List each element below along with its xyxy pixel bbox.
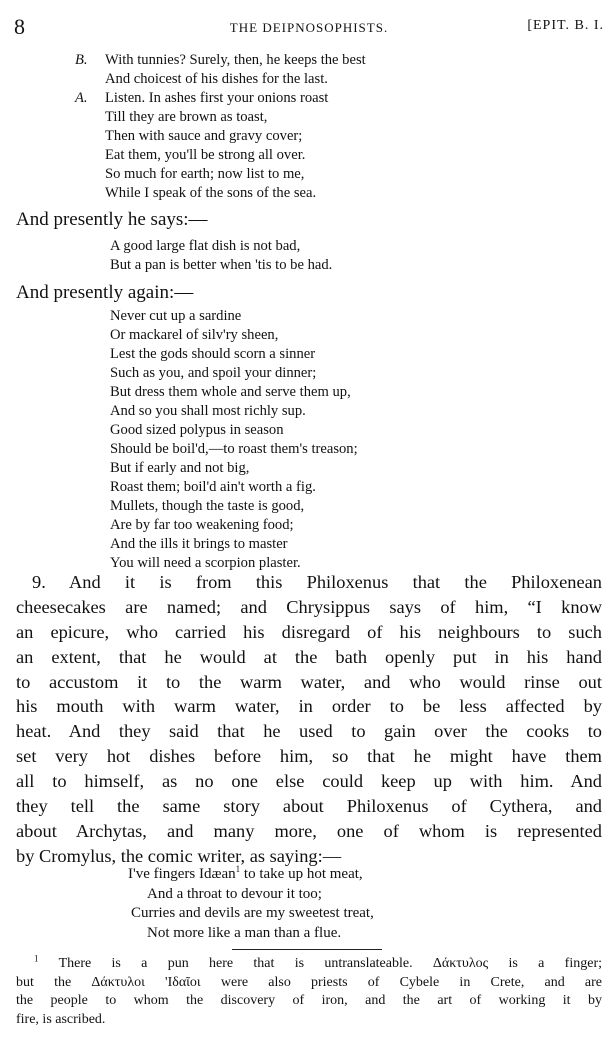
verse-block bbox=[110, 237, 332, 275]
verse-line: But dress them whole and serve them up, bbox=[110, 384, 351, 400]
verse-line: Roast them; boil'd ain't worth a fig. bbox=[110, 479, 316, 495]
verse-line: Lest the gods should scorn a sinner bbox=[110, 346, 316, 362]
verse-line: Good sized polypus in season bbox=[110, 422, 284, 438]
paragraph-line: set very hot dishes before him, so that he might have them bbox=[16, 746, 602, 767]
verse-line: Till they are brown as toast, bbox=[105, 109, 268, 125]
footnote-line: but the Δάκτυλοι 'Ιδαῖοι were also priests of Cybele in Crete, and are bbox=[16, 974, 602, 990]
verse-line: A good large flat dish is not bad, bbox=[110, 238, 301, 254]
verse-line: And the ills it brings to master bbox=[110, 536, 288, 552]
paragraph-line: an epicure, who carried his disregard of his neighbours to such bbox=[16, 621, 602, 642]
verse-line: I've fingers Idæan$^1$ to take up hot meat, bbox=[128, 864, 363, 882]
paragraph-line: all to himself, as no one else could keep up with him. And bbox=[16, 771, 602, 792]
verse-line: But if early and not big, bbox=[110, 460, 250, 476]
verse-line: While I speak of the sons of the sea. bbox=[105, 185, 317, 201]
verse-line: So much for earth; now list to me, bbox=[105, 166, 305, 182]
verse-line: Mullets, though the taste is good, bbox=[110, 498, 305, 514]
page-number: 8 bbox=[14, 14, 25, 39]
paragraph-line: cheesecakes are named; and Chrysippus says of him, “I know bbox=[16, 596, 602, 617]
paragraph-9 bbox=[16, 570, 602, 869]
paragraph-line: heat. And they said that he used to gain over the cooks to bbox=[16, 721, 602, 742]
footnote-rule bbox=[232, 949, 382, 950]
verse-line: You will need a scorpion plaster. bbox=[110, 555, 301, 571]
speaker-label: A. bbox=[75, 90, 88, 106]
running-title: THE DEIPNOSOPHISTS. bbox=[229, 20, 389, 35]
paragraph-line: his mouth with warm water, in order to be less affected by bbox=[16, 696, 602, 717]
verse-line: Should be boil'd,—to roast them's treason; bbox=[110, 441, 358, 457]
section-label: [EPIT. B. I. bbox=[527, 18, 604, 33]
paragraph-line: by Cromylus, the comic writer, as saying:— bbox=[16, 845, 342, 866]
verse-line: Never cut up a sardine bbox=[110, 308, 242, 324]
verse-line: But a pan is better when 'tis to be had. bbox=[110, 257, 333, 273]
verse-line: Not more like a man than a flue. bbox=[147, 924, 342, 941]
intro-line: And presently he says:— bbox=[16, 209, 208, 230]
verse-line: Such as you, and spoil your dinner; bbox=[110, 365, 317, 381]
footnote bbox=[16, 955, 602, 1029]
paragraph-line: an extent, that he would at the bath openly put in his hand bbox=[16, 646, 602, 667]
paragraph-line: to accustom it to the warm water, and who would rinse out bbox=[16, 671, 602, 692]
verse-block-final bbox=[128, 865, 374, 943]
verse-line: Eat them, you'll be strong all over. bbox=[105, 147, 306, 163]
paragraph-line: 9. And it is from this Philoxenus that the Philoxenean bbox=[32, 572, 602, 592]
verse-line: A. Listen. In ashes first your onions roast bbox=[75, 90, 329, 106]
speaker-label: B. bbox=[75, 52, 88, 68]
footnote-marker: 1 bbox=[34, 953, 39, 964]
footnote-line: $^1$ There is a pun here that is untranslateable. Δάκτυλος is a finger; bbox=[34, 953, 602, 971]
dialogue-verse bbox=[75, 51, 366, 203]
paragraph-line: they tell the same story about Philoxenus of Cythera, and bbox=[16, 796, 602, 817]
verse-line: Curries and devils are my sweetest treat, bbox=[131, 905, 374, 921]
footnote-ref: 1 bbox=[235, 864, 241, 874]
verse-line: And choicest of his dishes for the last. bbox=[105, 71, 328, 87]
intro-line: And presently again:— bbox=[16, 282, 194, 303]
verse-line: Are by far too weakening food; bbox=[110, 517, 294, 533]
footnote-line: fire, is ascribed. bbox=[16, 1011, 106, 1027]
verse-line: Or mackarel of silv'ry sheen, bbox=[110, 327, 279, 343]
verse-line: And a throat to devour it too; bbox=[147, 885, 322, 902]
verse-line: B. With tunnies? Surely, then, he keeps the best bbox=[75, 52, 366, 68]
verse-line: Then with sauce and gravy cover; bbox=[105, 128, 303, 144]
footnote-line: the people to whom the discovery of iron, and the art of working it by bbox=[16, 993, 602, 1008]
verse-block bbox=[110, 307, 358, 573]
paragraph-line: about Archytas, and many more, one of whom is represented bbox=[16, 820, 602, 841]
verse-line: And so you shall most richly sup. bbox=[110, 403, 306, 419]
running-header bbox=[14, 14, 604, 40]
